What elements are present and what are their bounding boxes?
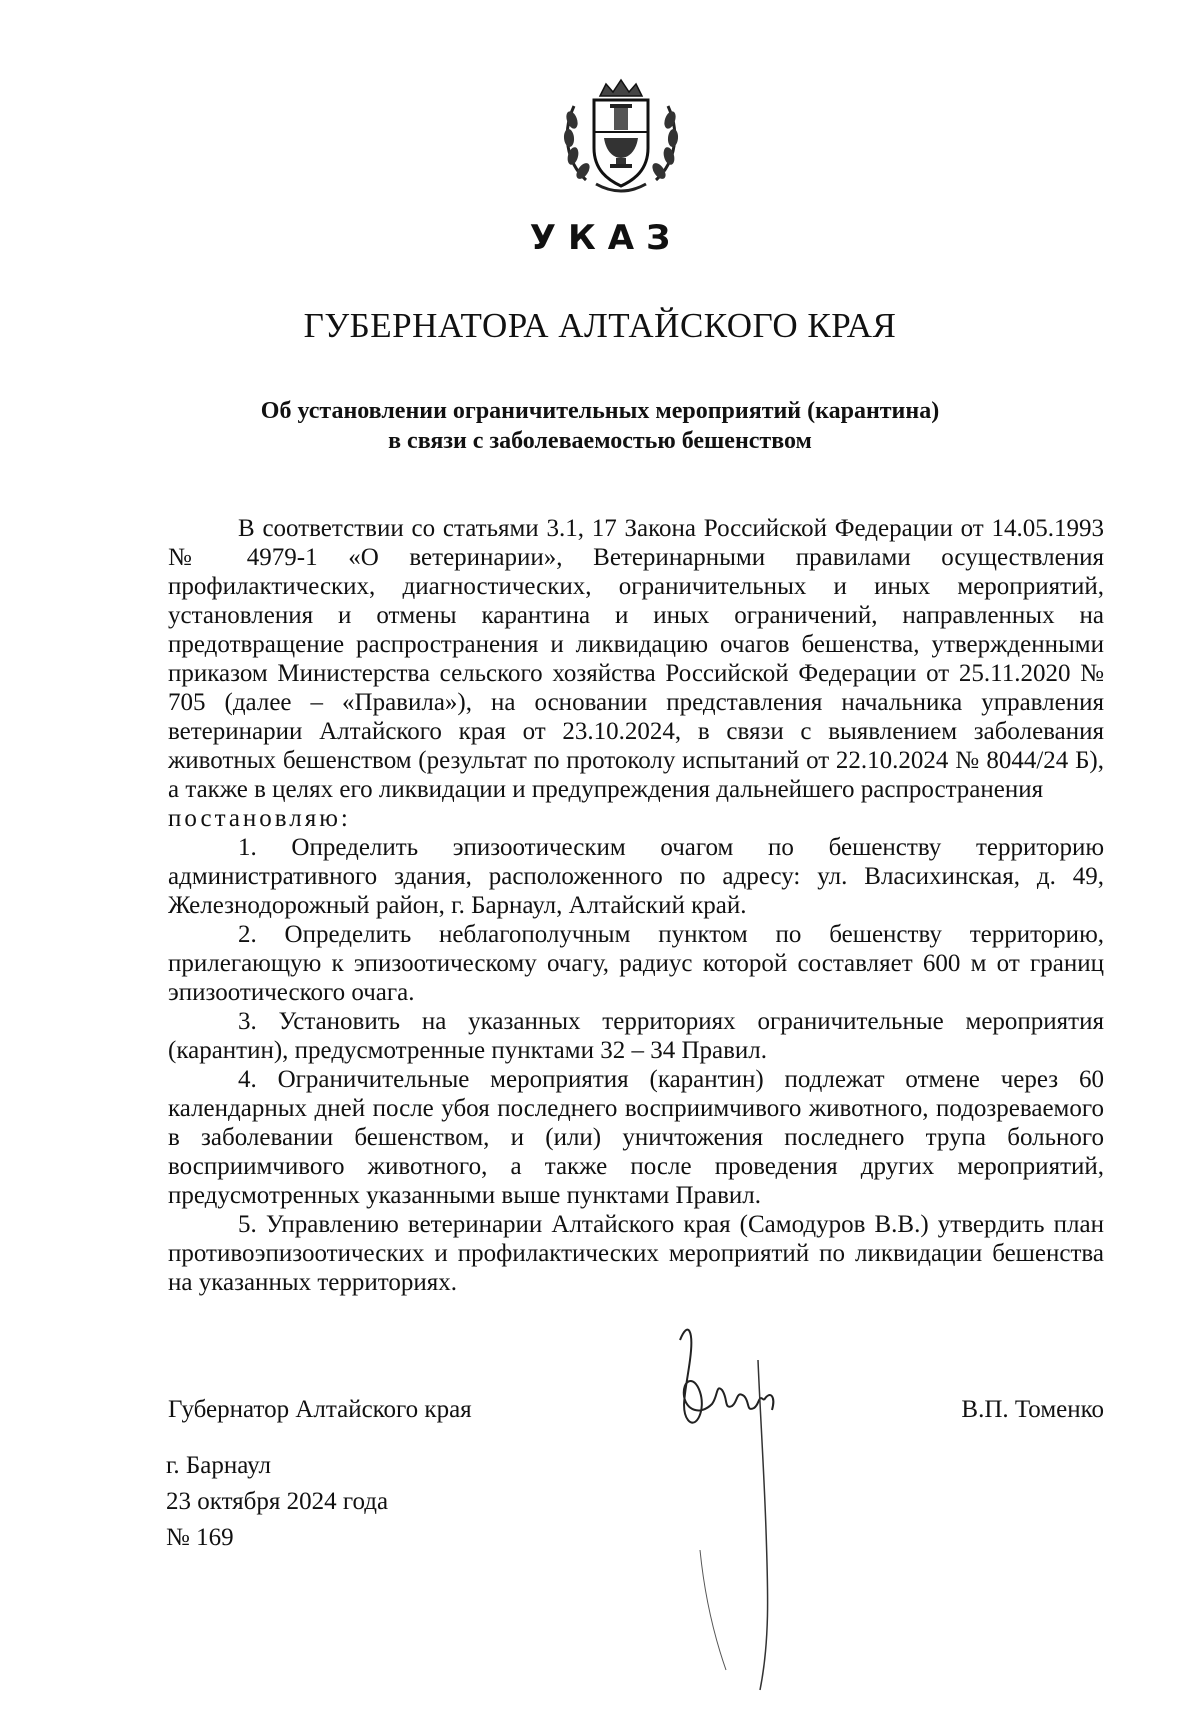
signatory-name: В.П. Томенко: [961, 1396, 1104, 1423]
item-paragraph-4: 4. Ограничительные мероприятия (карантин) подлежат отмене через 60 календарных дней после убоя последнего восприимчивого животного, подозреваемого в заболевании бешенством, и (или) уничтожения последнего трупа больного восприимчивого животного, а также после проведения других мероприятий, предусмотренных указанными выше пунктами Правил.: [168, 1066, 1104, 1209]
document-subject: [0, 396, 1200, 456]
document-body: [168, 514, 1104, 1297]
issue-city: г. Барнаул: [166, 1452, 271, 1479]
issue-date: 23 октября 2024 года: [166, 1488, 389, 1515]
coat-of-arms-emblem: [556, 72, 686, 202]
document-number: № 169: [166, 1524, 234, 1551]
item-paragraph-1: 1. Определить эпизоотическим очагом по бешенству территорию административного здания, расположенного по адресу: ул. Власихинская, д. 49, Железнодорожный район, г. Барнаул, Алтайский край.: [168, 834, 1104, 919]
subject-line-2: в связи с заболеваемостью бешенством: [388, 428, 812, 454]
handwritten-signature: [660, 1300, 800, 1700]
decree-word: постановляю:: [168, 805, 351, 832]
signature-row: [168, 1396, 1104, 1436]
item-paragraph-3: 3. Установить на указанных территориях ограничительные мероприятия (карантин), предусмотренные пунктами 32 – 34 Правил.: [168, 1008, 1104, 1064]
item-paragraph-5: 5. Управлению ветеринарии Алтайского края (Самодуров В.В.) утвердить план противоэпизоотических и профилактических мероприятий по ликвидации бешенства на указанных территориях.: [168, 1211, 1104, 1296]
document-type-heading: УКАЗ: [529, 218, 683, 258]
subject-line-1: Об установлении ограничительных мероприятий (карантина): [260, 398, 940, 424]
item-paragraph-2: 2. Определить неблагополучным пунктом по бешенству территорию, прилегающую к эпизоотическому очагу, радиус которой составляет 600 м от границ эпизоотического очага.: [168, 921, 1104, 1006]
preamble-paragraph: В соответствии со статьями 3.1, 17 Закона Российской Федерации от 14.05.1993 № 4979-1 «О ветеринарии», Ветеринарными правилами осуществления профилактических, диагностических, ограничительных и иных мероприятий, установления и отмены карантина и иных ограничений, направленных на предотвращение распространения и ликвидацию очагов бешенства, утвержденными приказом Министерства сельского хозяйства Российской Федерации от 25.11.2020 № 705 (далее – «Правила»), на основании представления начальника управления ветеринарии Алтайского края от 23.10.2024, в связи с выявлением заболевания животных бешенством (результат по протоколу испытаний от 22.10.2024 № 8044/24 Б), а также в целях его ликвидации и предупреждения дальнейшего распространения: [168, 515, 1104, 803]
issuer-heading: ГУБЕРНАТОРА АЛТАЙСКОГО КРАЯ: [303, 306, 897, 345]
signatory-position: Губернатор Алтайского края: [168, 1396, 472, 1423]
document-footer: [166, 1448, 388, 1556]
